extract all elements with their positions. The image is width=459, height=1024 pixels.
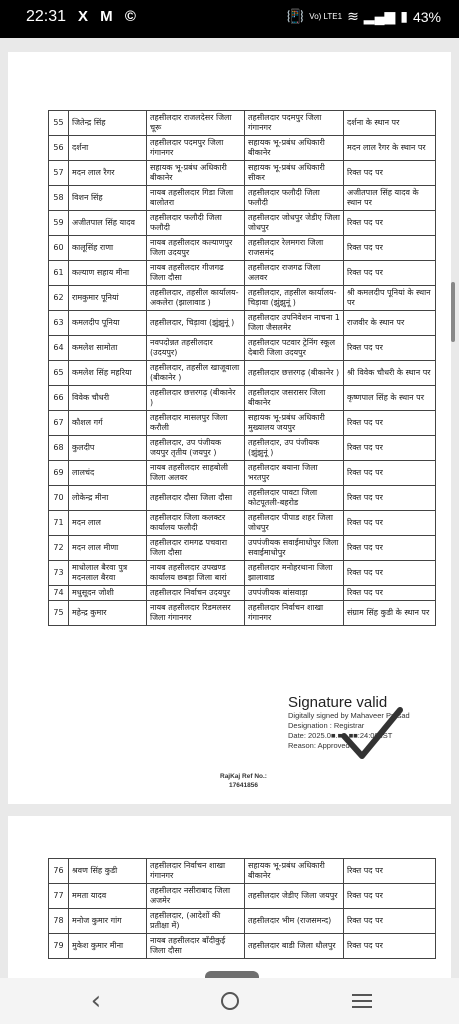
employee-name: अजीतपाल सिंह यादव (69, 211, 147, 236)
employee-name: मुकेश कुमार मीना (69, 934, 147, 959)
checkmark-icon (336, 704, 406, 764)
employee-name: ममता यादव (69, 884, 147, 909)
employee-name: लोकेन्द्र मीना (69, 486, 147, 511)
from-post: तहसीलदार मासलपुर जिला करौली (147, 411, 245, 436)
table-row (49, 236, 436, 261)
table-row (49, 486, 436, 511)
signature-designation: Designation : Registrar (288, 721, 365, 730)
to-post: तहसीलदार, उप पंजीयक (झुंझुनूं ) (245, 436, 344, 461)
to-post: सहायक भू-प्रबंध अधिकारी सीकर (245, 161, 344, 186)
remark: रिक्त पद पर (344, 586, 436, 601)
remark: राजवीर के स्थान पर (344, 311, 436, 336)
to-post: तहसीलदार पावटा जिला कोटपूतली-बहरोड (245, 486, 344, 511)
from-post: तहसीलदार फलौदी जिला फलौदी (147, 211, 245, 236)
from-post: सहायक भू-प्रबंध अधिकारी बीकानेर (147, 161, 245, 186)
from-post: नवपदोन्नत तहसीलदार (उदयपुर) (147, 336, 245, 361)
remark: रिक्त पद पर (344, 461, 436, 486)
table-row (49, 211, 436, 236)
remark: रिक्त पद पर (344, 909, 436, 934)
to-post: तहसीलदार बाडी जिला धौलपुर (245, 934, 344, 959)
recents-icon (352, 994, 372, 1008)
table-row (49, 286, 436, 311)
reference-label: RajKaj Ref No.: (220, 773, 267, 780)
table-row (49, 136, 436, 161)
table-row (49, 561, 436, 586)
to-post: तहसीलदार रेलमगरा जिला राजसमंद (245, 236, 344, 261)
table-row (49, 884, 436, 909)
system-indicators (287, 8, 441, 25)
table-row (49, 111, 436, 136)
row-number: 63 (49, 311, 69, 336)
from-post: नायब तहसीलदार रिडमलसर जिला गंगानगर (147, 601, 245, 626)
from-post: तहसीलदार राजलदेसर जिला चूरू (147, 111, 245, 136)
row-number: 62 (49, 286, 69, 311)
employee-name: कल्याण सहाय मीना (69, 261, 147, 286)
to-post: तहसीलदार मनोहरथाना जिला झालावाड (245, 561, 344, 586)
table-row (49, 934, 436, 959)
to-post: तहसीलदार छत्तरगढ़ (बीकानेर ) (245, 361, 344, 386)
signature-status: Signature valid (288, 694, 388, 711)
row-number: 77 (49, 884, 69, 909)
table-row (49, 859, 436, 884)
row-number: 55 (49, 111, 69, 136)
from-post: तहसीलदार, तहसील कार्यालय-अकलेरा (झालावाड ) (147, 286, 245, 311)
reference-number: 17641856 (229, 782, 258, 789)
employee-name: विवेक चौधरी (69, 386, 147, 411)
from-post: नायब तहसीलदार साहबोली जिला अलवर (147, 461, 245, 486)
home-button[interactable] (208, 986, 252, 1016)
rajkaj-reference (220, 772, 267, 790)
remark: दर्शना के स्थान पर (344, 111, 436, 136)
employee-name: महेन्द्र कुमार (69, 601, 147, 626)
remark: रिक्त पद पर (344, 859, 436, 884)
employee-name: मदन लाल (69, 511, 147, 536)
from-post: नायब तहसीलदार कल्याणपुर जिला उदयपुर (147, 236, 245, 261)
table-row (49, 461, 436, 486)
to-post: तहसीलदार राजगढ जिला अलवर (245, 261, 344, 286)
table-row (49, 601, 436, 626)
from-post: तहसीलदार, तहसील खाजूवाला (बीकानेर ) (147, 361, 245, 386)
remark: रिक्त पद पर (344, 436, 436, 461)
signature-signer: Digitally signed by Mahaveer Prasad (288, 711, 410, 720)
remark: रिक्त पद पर (344, 884, 436, 909)
from-post: तहसीलदार रामगढ पचवारा जिला दौसा (147, 536, 245, 561)
battery-icon: ▮ (400, 8, 408, 24)
network-type: Vo) LTE1 (309, 12, 343, 21)
from-post: तहसीलदार छत्तरगढ़ (बीकानेर ) (147, 386, 245, 411)
pdf-viewer[interactable] (0, 38, 459, 978)
table-row (49, 386, 436, 411)
employee-name: जितेन्द्र सिंह (69, 111, 147, 136)
from-post: नायब तहसीलदार बाँदीकुई जिला दौसा (147, 934, 245, 959)
scrollbar[interactable] (451, 282, 455, 342)
row-number: 72 (49, 536, 69, 561)
remark: श्री विवेक चौधरी के स्थान पर (344, 361, 436, 386)
table-row (49, 536, 436, 561)
from-post: तहसीलदार जिला कलक्टर कार्यालय फलौदी (147, 511, 245, 536)
from-post: तहसीलदार, (आदेशों की प्रतीक्षा में) (147, 909, 245, 934)
row-number: 76 (49, 859, 69, 884)
table-row (49, 411, 436, 436)
from-post: तहसीलदार, चिड़ावा (झुंझुनूं ) (147, 311, 245, 336)
table-row (49, 586, 436, 601)
from-post: नायब तहसीलदार गीजगढ जिला दौसा (147, 261, 245, 286)
table-row (49, 436, 436, 461)
table-row (49, 311, 436, 336)
table-row (49, 336, 436, 361)
row-number: 57 (49, 161, 69, 186)
clock: 22:31 (26, 8, 67, 25)
row-number: 59 (49, 211, 69, 236)
to-post: तहसीलदार, तहसील कार्यालय-चिड़ावा (झुंझुनूं ) (245, 286, 344, 311)
remark: कृष्णपाल सिंह के स्थान पर (344, 386, 436, 411)
row-number: 68 (49, 436, 69, 461)
to-post: सहायक भू-प्रबंध अधिकारी मुख्यालय जयपुर (245, 411, 344, 436)
row-number: 66 (49, 386, 69, 411)
row-number: 65 (49, 361, 69, 386)
employee-name: कमलेश सिंह महरिया (69, 361, 147, 386)
row-number: 67 (49, 411, 69, 436)
from-post: तहसीलदार दौसा जिला दौसा (147, 486, 245, 511)
employee-name: मनोज कुमार गांग (69, 909, 147, 934)
status-bar (0, 0, 459, 38)
to-post: तहसीलदार बयाना जिला भरतपुर (245, 461, 344, 486)
navigation-bar (0, 978, 459, 1024)
row-number: 79 (49, 934, 69, 959)
table-row (49, 511, 436, 536)
remark: रिक्त पद पर (344, 561, 436, 586)
remark: रिक्त पद पर (344, 161, 436, 186)
recents-button[interactable] (340, 986, 384, 1016)
row-number: 75 (49, 601, 69, 626)
row-number: 61 (49, 261, 69, 286)
employee-name: लालचंद (69, 461, 147, 486)
signal-icon: ▂▄▆ (363, 8, 396, 24)
from-post: तहसीलदार निर्वाचन शाखा गंगानगर (147, 859, 245, 884)
document-page (8, 52, 451, 804)
remark: संग्राम सिंह कुडी के स्थान पर (344, 601, 436, 626)
to-post: तहसीलदार पटवार ट्रेनिंग स्कूल देबारी जिला उदयपुर (245, 336, 344, 361)
to-post: उपपंजीयक सवाईमाधोपुर जिला सवाईमाधोपुर (245, 536, 344, 561)
row-number: 69 (49, 461, 69, 486)
remark: रिक्त पद पर (344, 236, 436, 261)
remark: रिक्त पद पर (344, 336, 436, 361)
to-post: तहसीलदार जोधपुर जेडीए जिला जोधपुर (245, 211, 344, 236)
to-post: तहसीलदार भीम (राजसमन्द) (245, 909, 344, 934)
row-number: 58 (49, 186, 69, 211)
employee-name: श्रवण सिंह कुडी (69, 859, 147, 884)
signature-date: Date: 2025.0■.■■ ■■:24:00 IST (288, 731, 393, 740)
to-post: सहायक भू-प्रबंध अधिकारी बीकानेर (245, 859, 344, 884)
row-number: 74 (49, 586, 69, 601)
employee-name: मधुसूदन जोशी (69, 586, 147, 601)
row-number: 64 (49, 336, 69, 361)
from-post: तहसीलदार पदमपुर जिला गंगानगर (147, 136, 245, 161)
table-row (49, 361, 436, 386)
remark: रिक्त पद पर (344, 511, 436, 536)
table-row (49, 161, 436, 186)
remark: रिक्त पद पर (344, 211, 436, 236)
table-row (49, 909, 436, 934)
wifi-icon: ≋ (347, 8, 359, 24)
row-number: 60 (49, 236, 69, 261)
to-post: सहायक भू-प्रबंध अधिकारी बीकानेर (245, 136, 344, 161)
employee-name: मदन लाल रैगर (69, 161, 147, 186)
home-icon (221, 992, 239, 1010)
to-post: तहसीलदार जेडीए जिला जयपुर (245, 884, 344, 909)
to-post: तहसीलदार फलौदी जिला फलौदी (245, 186, 344, 211)
row-number: 56 (49, 136, 69, 161)
employee-name: कुलदीप (69, 436, 147, 461)
row-number: 70 (49, 486, 69, 511)
to-post: तहसीलदार जसरासर जिला बीकानेर (245, 386, 344, 411)
remark: रिक्त पद पर (344, 536, 436, 561)
employee-name: कौशल गर्ग (69, 411, 147, 436)
vibrate-icon: 📳 (286, 8, 305, 24)
row-number: 73 (49, 561, 69, 586)
to-post: तहसीलदार निर्वाचन शाखा गंगानगर (245, 601, 344, 626)
remark: रिक्त पद पर (344, 411, 436, 436)
to-post: तहसीलदार उपनिवेशन नाचना 1 जिला जैसलमेर (245, 311, 344, 336)
from-post: तहसीलदार, उप पंजीयक जयपुर तृतीय (जयपुर ) (147, 436, 245, 461)
remark: श्री कमलदीप पूनियां के स्थान पर (344, 286, 436, 311)
employee-name: विशन सिंह (69, 186, 147, 211)
employee-name: रामकुमार पूनियां (69, 286, 147, 311)
employee-name: दर्शना (69, 136, 147, 161)
table-row (49, 186, 436, 211)
back-icon[interactable]: ‹ (90, 986, 102, 1016)
table-row (49, 261, 436, 286)
transfer-table (48, 110, 436, 626)
employee-name: माधोलाल बैरवा पुत्र मदनलाल बैरवा (69, 561, 147, 586)
employee-name: कालूसिंह राणा (69, 236, 147, 261)
row-number: 78 (49, 909, 69, 934)
employee-name: कमलदीप पूनिया (69, 311, 147, 336)
from-post: नायब तहसीलदार गिडा जिला बालोतरा (147, 186, 245, 211)
to-post: तहसीलदार पदमपुर जिला गंगानगर (245, 111, 344, 136)
employee-name: मदन लाल मीणा (69, 536, 147, 561)
transfer-table-continued (48, 858, 436, 959)
row-number: 71 (49, 511, 69, 536)
remark: रिक्त पद पर (344, 261, 436, 286)
battery-percent: 43% (412, 8, 441, 25)
remark: मदन लाल रैगर के स्थान पर (344, 136, 436, 161)
remark: रिक्त पद पर (344, 934, 436, 959)
notification-icons: X M © (78, 8, 140, 25)
employee-name: कमलेश सामोता (69, 336, 147, 361)
signature-reason: Reason: Approved (288, 741, 350, 750)
remark: अजीतपाल सिंह यादव के स्थान पर (344, 186, 436, 211)
from-post: तहसीलदार निर्वाचन उदयपुर (147, 586, 245, 601)
from-post: तहसीलदार नसीराबाद जिला अजमेर (147, 884, 245, 909)
remark: रिक्त पद पर (344, 486, 436, 511)
from-post: नायब तहसीलदार उपखण्ड कार्यालय छबड़ा जिला बारां (147, 561, 245, 586)
to-post: तहसीलदार पीपाड शहर जिला जोधपुर (245, 511, 344, 536)
to-post: उपपंजीयक बांसवाड़ा (245, 586, 344, 601)
